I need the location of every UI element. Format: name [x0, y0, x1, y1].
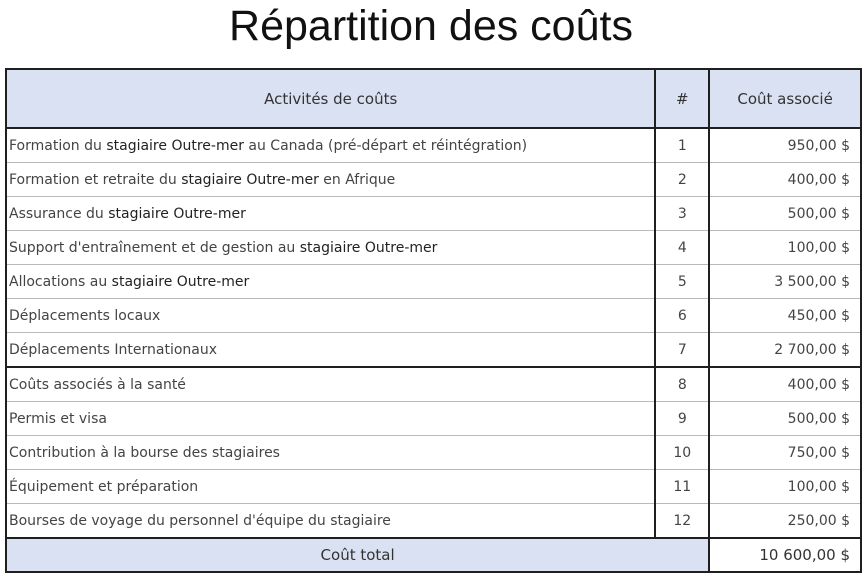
number-cell: 9	[655, 402, 709, 436]
table-row	[6, 231, 861, 265]
cost-cell: 100,00 $	[709, 231, 861, 265]
table-row	[6, 436, 861, 470]
header-activity: Activités de coûts	[6, 69, 655, 128]
cost-cell: 3 500,00 $	[709, 265, 861, 299]
number-cell: 6	[655, 299, 709, 333]
cost-table	[5, 68, 862, 573]
cost-cell: 500,00 $	[709, 402, 861, 436]
cost-cell: 400,00 $	[709, 367, 861, 402]
number-cell: 2	[655, 163, 709, 197]
activity-cell: Déplacements Internationaux	[6, 333, 655, 368]
activity-cell: Permis et visa	[6, 402, 655, 436]
cost-cell: 950,00 $	[709, 128, 861, 163]
table-row	[6, 402, 861, 436]
total-row	[6, 538, 861, 572]
page-title: Répartition des coûts	[229, 2, 633, 50]
number-cell: 10	[655, 436, 709, 470]
number-cell: 3	[655, 197, 709, 231]
table-row	[6, 163, 861, 197]
number-cell: 11	[655, 470, 709, 504]
activity-cell: Contribution à la bourse des stagiaires	[6, 436, 655, 470]
activity-cell: Assurance du stagiaire Outre-mer	[6, 197, 655, 231]
cost-cell: 250,00 $	[709, 504, 861, 539]
cost-cell: 2 700,00 $	[709, 333, 861, 368]
activity-cell: Support d'entraînement et de gestion au stagiaire Outre-mer	[6, 231, 655, 265]
cost-cell: 450,00 $	[709, 299, 861, 333]
activity-cell: Formation et retraite du stagiaire Outre-mer en Afrique	[6, 163, 655, 197]
activity-cell: Formation du stagiaire Outre-mer au Canada (pré-départ et réintégration)	[6, 128, 655, 163]
table-row	[6, 128, 861, 163]
activity-cell: Coûts associés à la santé	[6, 367, 655, 402]
activity-cell: Allocations au stagiaire Outre-mer	[6, 265, 655, 299]
number-cell: 12	[655, 504, 709, 539]
table-row	[6, 367, 861, 402]
header-row	[6, 69, 861, 128]
cost-cell: 100,00 $	[709, 470, 861, 504]
cost-cell: 750,00 $	[709, 436, 861, 470]
activity-cell: Bourses de voyage du personnel d'équipe du stagiaire	[6, 504, 655, 539]
number-cell: 4	[655, 231, 709, 265]
table-row	[6, 265, 861, 299]
table-row	[6, 333, 861, 368]
activity-cell: Déplacements locaux	[6, 299, 655, 333]
header-cost: Coût associé	[709, 69, 861, 128]
number-cell: 1	[655, 128, 709, 163]
table-row	[6, 470, 861, 504]
activity-cell: Équipement et préparation	[6, 470, 655, 504]
cost-cell: 400,00 $	[709, 163, 861, 197]
cost-cell: 500,00 $	[709, 197, 861, 231]
total-label: Coût total	[6, 538, 709, 572]
table-row	[6, 299, 861, 333]
number-cell: 8	[655, 367, 709, 402]
total-value: 10 600,00 $	[709, 538, 861, 572]
table-row	[6, 504, 861, 539]
number-cell: 7	[655, 333, 709, 368]
header-number: #	[655, 69, 709, 128]
number-cell: 5	[655, 265, 709, 299]
table-row	[6, 197, 861, 231]
